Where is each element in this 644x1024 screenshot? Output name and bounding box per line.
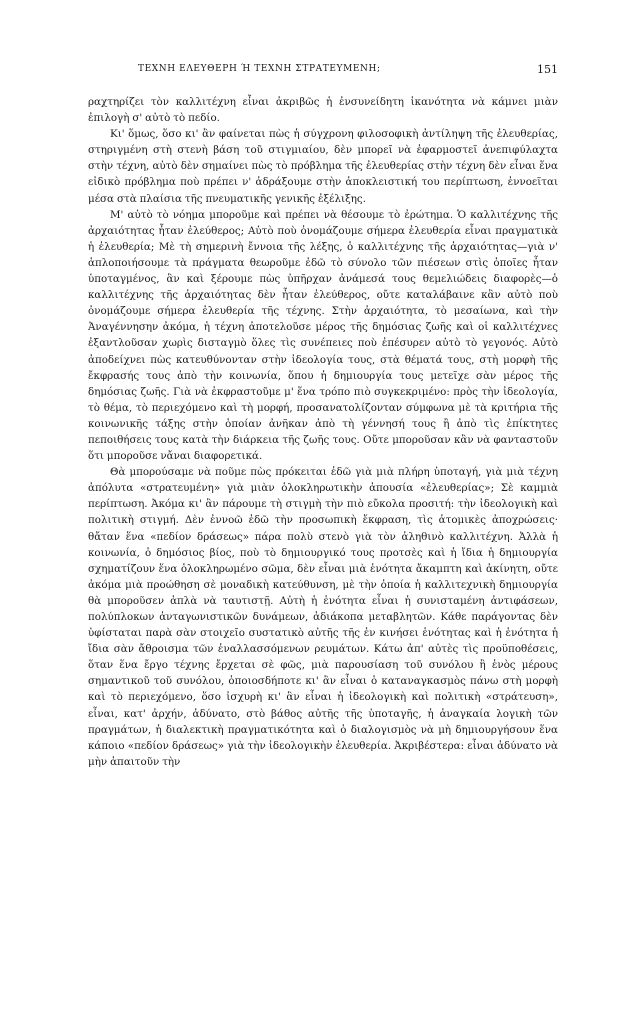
paragraph: Κι' ὅμως, ὅσο κι' ἂν φαίνεται πὼς ἡ σύγχρονη φιλοσοφικὴ ἀντίληψη τῆς ἐλευθερίας, στηριγμένη στὴ στενὴ βάση τοῦ στιγμιαίου, δὲν μπορεῖ νὰ ἐφαρμοστεῖ ἀνεπιφύλαχτα στὴν τέχνη, αὐτὸ δὲν σημαίνει πὼς τὸ πρόβλημα τῆς ἐλευθερίας στὴν τέχνη δὲν εἶναι ἕνα εἰδικὸ πρόβλημα ποὺ πρέπει ν' ἀδράξουμε στὴν ἀποκλειστική του περίπτωση, ἐννοεῖται μέσα στὰ πλαίσια τῆς πνευματικῆς γενικῆς ἐξέλιξης.	[88, 128, 558, 205]
body-text	[88, 94, 558, 770]
paragraph: Μ' αὐτὸ τὸ νόημα μποροῦμε καὶ πρέπει νὰ θέσουμε τὸ ἐρώτημα. Ὁ καλλιτέχνης τῆς ἀρχαιότητας ἦταν ἐλεύθερος; Αὐτὸ ποὺ ὀνομάζουμε σήμερα ἐλευθερία εἶναι πραγματικὰ ἡ ἐλευθερία; Μὲ τὴ σημερινὴ ἔννοια τῆς λέξης, ὁ καλλιτέχνης τῆς ἀρχαιότητας—γιὰ ν' ἁπλοποιήσουμε τὰ πράγματα θεωροῦμε ἐδῶ τὸ σύνολο τῶν πιέσεων στὶς ὁποῖες ἦταν ὑποταγμένος, ἂν καὶ ξέρουμε πὼς ὑπῆρχαν ἀνάμεσά τους θεμελιώδεις διαφορὲς—ὁ καλλιτέχνης τῆς ἀρχαιότητας δὲν ἦταν ἐλεύθερος, οὔτε καταλάβαινε κἂν αὐτὸ ποὺ ὀνομάζουμε σήμερα ἐλευθερία τῆς τέχνης. Στὴν ἀρχαιότητα, τὸ μεσαίωνα, καὶ τὴν Ἀναγέννησην ἀκόμα, ἡ τέχνη ἀποτελοῦσε μέρος τῆς δημόσιας ζωῆς καὶ οἱ καλλιτέχνες ἐξαντλοῦσαν χωρὶς δισταγμὸ ὅλες τὶς συνέπειες ποὺ ἐπέσυρεν αὐτὸ τὸ γεγονός. Αὐτὸ ἀποδείχνει πὼς κατευθύνονταν στὴν ἰδεολογία τους, στὰ θέματά τους, στὴ μορφὴ τῆς ἔκφρασής τους ἀπὸ τὴν κοινωνία, ὅπου ἡ δημιουργία τους μετεῖχε σὰν μέρος τῆς δημόσιας ζωῆς. Γιὰ νὰ ἐκφραστοῦμε μ' ἕνα τρόπο πιὸ συγκεκριμένο: πρὸς τὴν ἰδεολογία, τὸ θέμα, τὸ περιεχόμενο καὶ τὴ μορφή, προσανατολίζονταν σύμφωνα μὲ τὰ κριτήρια τῆς κοινωνικῆς τάξης στὴν ὁποίαν ἀνῆκαν ἀπὸ τὴ γέννησή τους ἢ ἀπὸ τὶς ἐπίκτητες πεποιθήσεις τους κατὰ τὴν διάρκεια τῆς ζωῆς τους. Οὔτε μποροῦσαν κἂν νὰ φανταστοῦν ὅτι μποροῦσε νἄναι διαφορετικά.	[88, 208, 558, 463]
running-title: ΤΕΧΝΗ ΕΛΕΥΘΕΡΗ Ή ΤΕΧΝΗ ΣΤΡΑΤΕΥΜΕΝΗ;	[138, 64, 381, 74]
page-number: 151	[537, 63, 558, 76]
running-header	[88, 64, 558, 82]
paragraph-continuation: ραχτηρίζει τὸν καλλιτέχνη εἶναι ἀκριβῶς ἡ ἐνσυνείδητη ἱκανότητα νὰ κάμνει μιὰν ἐπιλογὴ σ' αὐτὸ τὸ πεδίο.	[88, 96, 558, 125]
paragraph: Θὰ μπορούσαμε νὰ ποῦμε πὼς πρόκειται ἐδῶ γιὰ μιὰ πλήρη ὑποταγή, γιὰ μιὰ τέχνη ἀπόλυτα «στρατευμένη» γιὰ μιὰν ὁλοκληρωτικὴν ἀπουσία «ἐλευθερίας»; Σὲ καμμιὰ περίπτωση. Ἀκόμα κι' ἂν πάρουμε τὴ στιγμὴ τὴν πιὸ εὔκολα προσιτή: τὴν ἰδεολογικὴ καὶ πολιτικὴ στιγμή. Δὲν ἐννοῶ ἐδῶ τὴν προσωπικὴ ἔκφραση, τὶς ἀτομικὲς ἀποχρώσεις· θἄταν ἕνα «πεδίον δράσεως» πάρα πολὺ στενὸ γιὰ τὸν ἀληθινὸ καλλιτέχνη. Ἀλλὰ ἡ κοινωνία, ὁ δημόσιος βίος, ποὺ τὸ δημιουργικό τους προτσὲς καὶ ἡ ἴδια ἡ δημιουργία σχηματίζουν ἕνα ὁλοκληρωμένο σῶμα, δὲν εἶναι μιὰ ἑνότητα ἄκαμπτη καὶ ἀκίνητη, οὔτε ἀκόμα μιὰ προώθηση σὲ μοναδικὴ κατεύθυνση, μὲ τὴν ὁποία ἡ καλλιτεχνικὴ δημιουργία θὰ μποροῦσεν ἁπλὰ νὰ ταυτιστῇ. Αὐτὴ ἡ ἑνότητα εἶναι ἡ συνισταμένη ἀντιφάσεων, πολύπλοκων ἀνταγωνιστικῶν δυνάμεων, ἀδιάκοπα μεταβλητῶν. Κάθε παράγοντας δὲν ὑφίσταται παρὰ σὰν στοιχεῖο συστατικὸ αὐτῆς τῆς ἐν κινήσει ἑνότητας καὶ ἡ ἑνότητα ἡ ἴδια σὰν ἄθροισμα τῶν ἐναλλασσόμενων ρευμάτων. Κάτω ἀπ' αὐτὲς τὶς προϋποθέσεις, ὅταν ἕνα ἔργο τέχνης ἔρχεται σὲ φῶς, μιὰ παρουσίαση τοῦ συνόλου ἢ ἑνὸς μέρους σημαντικοῦ τοῦ συνόλου, ὁποιοσδήποτε κι' ἂν εἶναι ὁ καταναγκασμὸς πάνω στὴ μορφὴ καὶ τὸ περιεχόμενο, ὅσο ἰσχυρὴ κι' ἂν εἶναι ἡ ἰδεολογικὴ καὶ πολιτικὴ «στράτευση», εἶναι, κατ' ἀρχήν, ἀδύνατο, στὸ βάθος αὐτῆς τῆς ὑποταγῆς, ἡ ἀναγκαία λογικὴ τῶν πραγμάτων, ἡ διαλεκτικὴ πραγματικότητα καὶ ὁ διαλογισμὸς νὰ μὴ δημιουργήσουν ἕνα κάποιο «πεδίον δράσεως» γιὰ τὴν ἰδεολογικὴν ἐλευθερία. Ἀκριβέστερα: εἶναι ἀδύνατο νὰ μὴν ἀπαιτοῦν τὴν	[88, 466, 558, 768]
book-page	[88, 64, 558, 770]
